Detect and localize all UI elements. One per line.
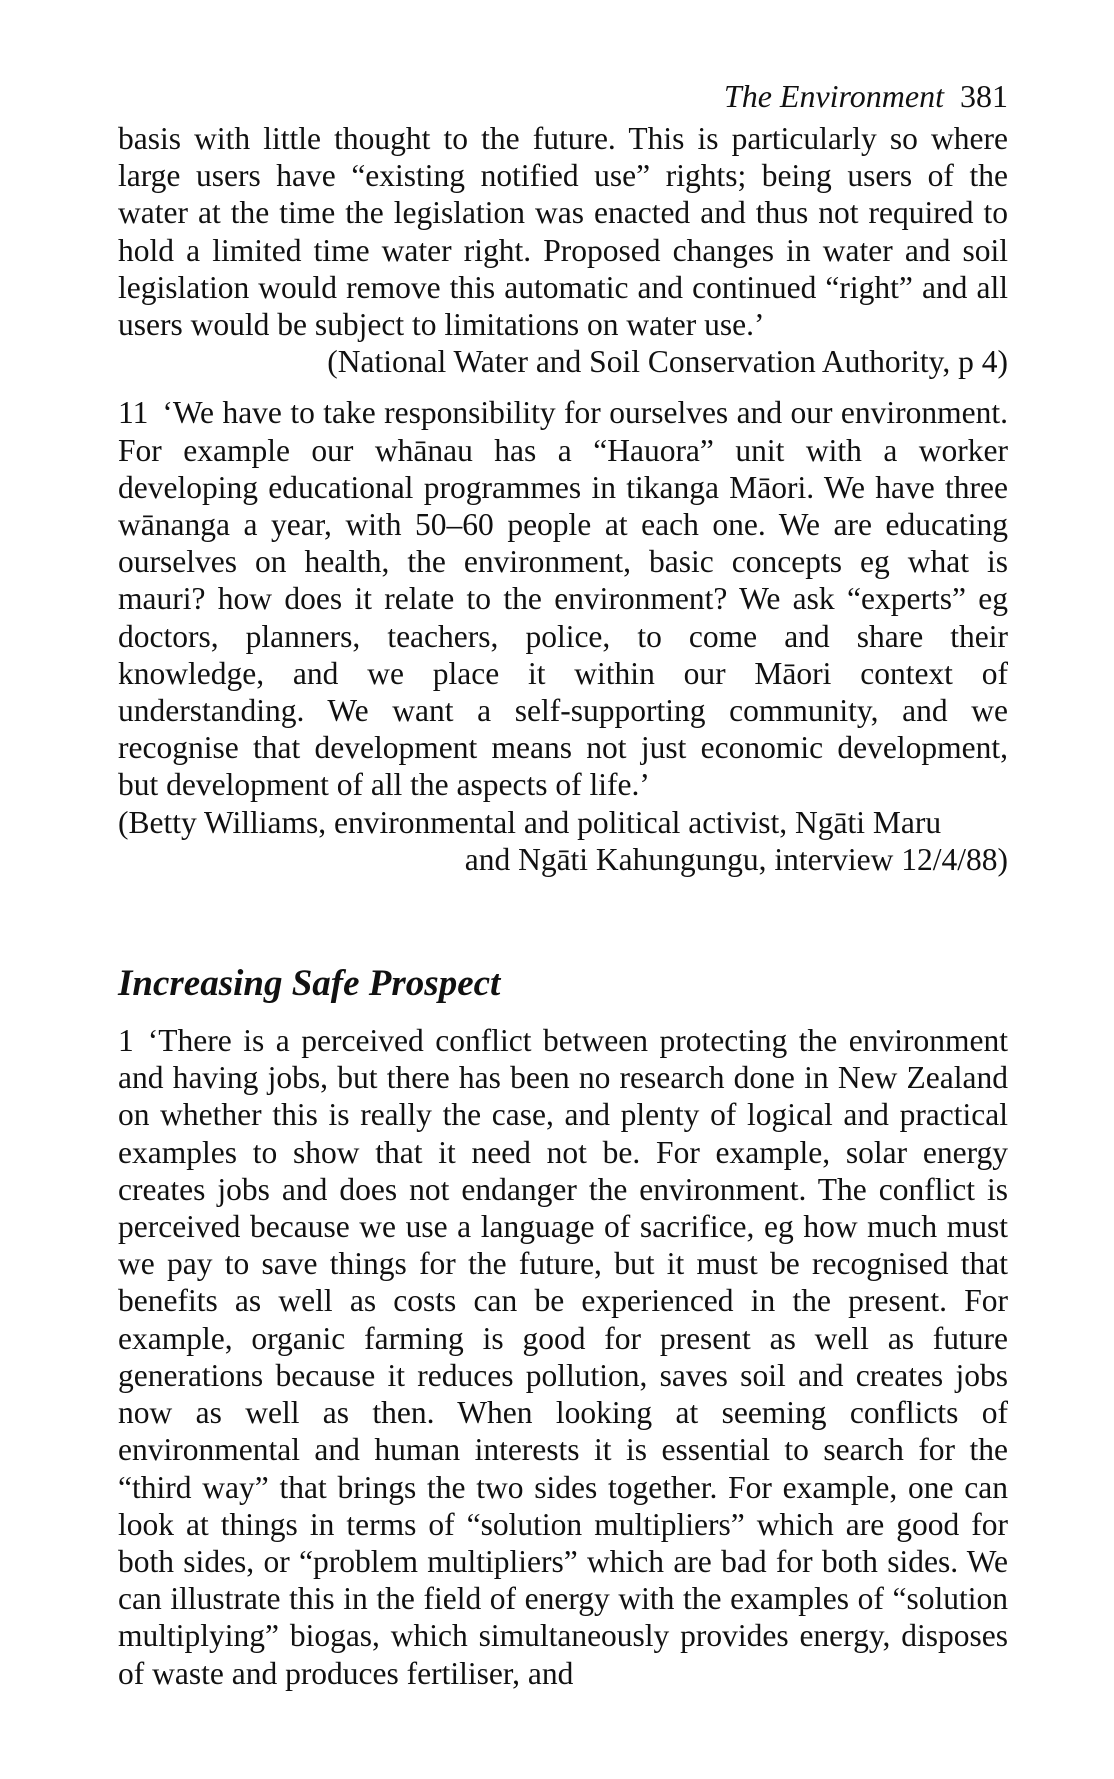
item-number-1: 1 [118, 1023, 134, 1059]
running-header [118, 76, 1008, 120]
citation-betty-williams-line2: and Ngāti Kahungungu, interview 12/4/88) [464, 841, 1008, 877]
body-text [118, 120, 1008, 1692]
continuation-paragraph: basis with little thought to the future. This is particularly so where large users have “existing notified use” rights; being users of the water at the time the legislation was enacted and thus not required to hold a limited time water right. Proposed changes in water and soil legislation would remove this automatic and continued “right” and all users would be subject to limitations on water use.’ [118, 121, 1008, 343]
quote-item-1-text: ‘There is a perceived conflict between protecting the environment and having jobs, but there has been no research done in New Zealand on whether this is really the case, and plenty of logical and practical examples to show that it need not be. For example, solar energy creates jobs and does not endanger the environment. The conflict is perceived because we use a language of sacrifice, eg how much must we pay to save things for the future, but it must be recognised that benefits as well as costs can be experienced in the present. For example, organic farming is good for present as well as future generations because it reduces pollution, saves soil and creates jobs now as well as then. When looking at seeming conflicts of environmental and human interests it is essential to search for the “third way” that brings the two sides together. For example, one can look at things in terms of “solution multipliers” which are good for both sides, or “problem multipliers” which are bad for both sides. We can illustrate this in the field of energy with the examples of “solution multiplying” biogas, which simultaneously provides energy, disposes of waste and produces fertiliser, and [118, 1023, 1008, 1691]
quote-item-1 [118, 1022, 1008, 1692]
page-number: 381 [960, 78, 1008, 114]
spacer [118, 380, 1008, 394]
running-header-title: The Environment [723, 78, 944, 114]
quote-item-11 [118, 394, 1008, 803]
item-number-11: 11 [118, 395, 149, 431]
quote-item-11-text: ‘We have to take responsibility for ourselves and our environment. For example our whānau has a “Hauora” unit with a worker developing educational programmes in tikanga Māori. We have three wānanga a year, with 50–60 people at each one. We are educating ourselves on health, the environment, basic concepts eg what is mauri? how does it relate to the environment? We ask “experts” eg doctors, planners, teachers, police, to come and share their knowledge, and we place it within our Māori context of understanding. We want a self-supporting community, and we recognise that development means not just economic development, but development of all the aspects of life.’ [118, 395, 1008, 803]
citation-betty-williams-line1: (Betty Williams, environmental and political activist, Ngāti Maru [118, 804, 942, 840]
book-page [118, 76, 1008, 1692]
citation-nwasca: (National Water and Soil Conservation Authority, p 4) [327, 344, 1008, 380]
section-heading: Increasing Safe Prospect [118, 963, 501, 1005]
